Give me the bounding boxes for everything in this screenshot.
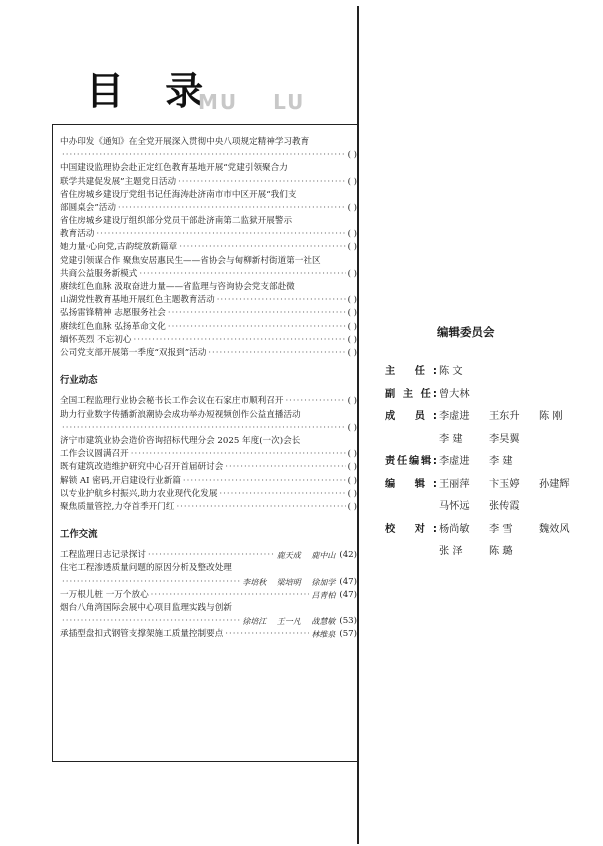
toc-entry-page: ( ): [347, 308, 357, 319]
toc-entry[interactable]: [60, 409, 357, 435]
editorial-member: 李昊翼: [489, 433, 520, 445]
toc-entry-page: ( ): [347, 488, 357, 499]
toc-entry-page: (47): [339, 576, 357, 587]
toc-entry-title: 以专业护航乡村振兴,助力农业现代化发展: [60, 488, 218, 499]
editorial-role: 责任编辑:: [385, 456, 437, 467]
editorial-member: 陈 刚: [539, 411, 563, 422]
toc-entry-title: 公司党支部开展第一季度“双报到”活动: [60, 347, 207, 358]
toc-entry-title: 联学共建促发展”主题党日活动: [60, 176, 177, 187]
toc-entry-author: 吕青柏: [311, 590, 336, 600]
toc-entry[interactable]: [60, 395, 357, 408]
toc-entry-page: ( ): [347, 462, 357, 473]
toc-entry-page: ( ): [347, 295, 357, 306]
toc-entry-title: 济宁市建筑业协会造价咨询招标代理分会 2025 年度(一次)会长: [60, 435, 301, 446]
toc-leader-dots: [148, 549, 275, 562]
toc-leader-dots: [219, 488, 345, 501]
toc-entry-title: 一万根儿桩 一万个放心: [60, 589, 149, 600]
editorial-member: 卞玉婷: [489, 478, 520, 490]
toc-leader-dots: [131, 448, 346, 461]
toc-entry[interactable]: [60, 347, 357, 360]
toc-leader-dots: [96, 228, 345, 241]
toc-entry[interactable]: [60, 321, 357, 334]
editorial-role: 校 对:: [385, 523, 437, 535]
toc-entry[interactable]: [60, 255, 357, 281]
editorial-row: [385, 474, 595, 519]
editorial-row: [385, 406, 595, 451]
toc-entry-title: 承插型盘扣式钢管支撑架施工质量控制要点: [60, 629, 224, 640]
toc-entry-page: ( ): [347, 176, 357, 187]
editorial-names: [439, 361, 595, 384]
toc-leader-dots: [133, 334, 345, 347]
toc-entry-page: ( ): [347, 321, 357, 332]
editorial-member: 李 建: [489, 456, 513, 467]
toc-entry-page: (47): [339, 589, 357, 600]
toc-entry[interactable]: [60, 628, 357, 641]
editorial-names: [439, 384, 595, 407]
editorial-row: [385, 384, 595, 407]
toc-entry-page: (53): [339, 616, 357, 627]
toc-entry[interactable]: [60, 136, 357, 162]
toc-entry[interactable]: [60, 488, 357, 501]
toc-entry-title: 赓续红色血脉 弘扬革命文化: [60, 321, 166, 332]
toc-entry-title: 聚焦质量管控,力夺首季开门红: [60, 501, 175, 512]
toc-entry-page: ( ): [347, 422, 357, 433]
toc-entry-page: ( ): [347, 449, 357, 460]
editorial-board: [385, 361, 595, 564]
toc-section-heading: 行业动态: [60, 375, 98, 387]
toc-entry-title: 教育活动: [60, 229, 95, 240]
editorial-row: [385, 519, 595, 564]
toc-leader-dots: [208, 347, 345, 360]
toc-leader-dots: [176, 501, 345, 514]
toc-leader-dots: [168, 307, 346, 320]
toc-entry-page: (57): [339, 629, 357, 640]
toc-entry[interactable]: [60, 281, 357, 307]
toc-leader-dots: [178, 176, 345, 189]
toc-leader-dots: [62, 615, 240, 628]
editorial-member: 张传霞: [489, 501, 520, 512]
toc-entry-title: 党建引领谋合作 聚焦安居惠民生——省协会与甸柳新村街道第一社区: [60, 255, 321, 266]
toc-entry-page: (42): [339, 550, 357, 561]
toc-entry-page: ( ): [347, 501, 357, 512]
editorial-member: 孙建辉: [539, 478, 570, 490]
toc-entry-title: 省住房城乡建设厅组织部分党员干部赴济南第二监狱开展警示: [60, 216, 293, 227]
toc-leader-dots: [179, 242, 345, 255]
toc-entry-author: 徐培江 王一凡 战慧敏: [242, 617, 336, 627]
editorial-role: 副 主 任:: [385, 388, 437, 400]
toc-entry-page: ( ): [347, 150, 357, 161]
toc-entry-title: 全国工程监理行业协会秘书长工作会议在石家庄市顺利召开: [60, 396, 284, 407]
toc-leader-dots: [225, 461, 345, 474]
toc-entry-page: ( ): [347, 242, 357, 253]
editorial-title: 编辑委员会: [437, 325, 495, 339]
toc-entry-page: ( ): [347, 268, 357, 279]
page-title: 目 录: [86, 69, 218, 113]
toc-entry[interactable]: [60, 189, 357, 215]
toc-entry-author: 鹿天成 鹿中山: [276, 551, 336, 561]
toc-entry[interactable]: [60, 475, 357, 488]
toc-entry[interactable]: [60, 215, 357, 241]
toc-leader-dots: [183, 475, 346, 488]
editorial-member: 李 雪: [489, 523, 513, 535]
editorial-names: [439, 519, 595, 564]
editorial-member: 王丽萍: [439, 478, 470, 490]
page-title-pinyin: MU LU: [198, 90, 306, 114]
toc-entry-title: 解锁 AI 密码,开启建设行业新篇: [60, 475, 181, 486]
editorial-row: [385, 451, 595, 474]
toc-leader-dots: [62, 422, 346, 435]
toc-entry-title: 缅怀英烈 不忘初心: [60, 334, 132, 345]
toc-entry[interactable]: [60, 162, 357, 188]
editorial-role: 成 员:: [385, 411, 437, 422]
toc-entry-title: 中办印发《通知》在全党开展深入贯彻中央八项规定精神学习教育: [60, 136, 310, 147]
toc-entry[interactable]: [60, 501, 357, 514]
toc-section-heading: 工作交流: [60, 529, 98, 541]
toc-leader-dots: [285, 395, 345, 408]
editorial-names: [439, 406, 595, 451]
editorial-member: 王东升: [489, 411, 520, 422]
toc-leader-dots: [151, 589, 310, 602]
editorial-member: 杨尚敏: [439, 523, 470, 535]
editorial-names: [439, 451, 595, 474]
toc-entry[interactable]: [60, 307, 357, 320]
editorial-member: 马怀远: [439, 501, 470, 512]
toc-entry-title: 住宅工程渗透质量问题的原因分析及整改处理: [60, 563, 232, 574]
toc-leader-dots: [225, 628, 309, 641]
toc-entry-author: 林维泉: [311, 630, 336, 640]
toc-entry-title: 工作会议圆满召开: [60, 449, 129, 460]
toc-entry-title: 共商公益服务新模式: [60, 268, 138, 279]
toc-entry[interactable]: [60, 435, 357, 461]
toc-leader-dots: [62, 149, 346, 162]
toc-entry-page: ( ): [347, 202, 357, 213]
toc-entry-page: ( ): [347, 334, 357, 345]
editorial-member: 曾大林: [439, 388, 470, 400]
toc-entry-page: ( ): [347, 347, 357, 358]
toc-entry[interactable]: [60, 334, 357, 347]
editorial-member: 陈 璐: [489, 546, 513, 557]
toc-entry-title: 赓续红色血脉 汲取奋进力量——省监理与咨询协会党支部赴微: [60, 282, 295, 293]
toc-entry-title: 省住房城乡建设厅党组书记任海涛赴济南市市中区开展“我们支: [60, 189, 297, 200]
editorial-member: 李 建: [439, 433, 463, 445]
editorial-member: 张 泽: [439, 546, 463, 557]
editorial-member: 李虚进: [439, 411, 470, 422]
toc-entry-title: 山湖党性教育基地开展红色主题教育活动: [60, 295, 215, 306]
toc-entry-title: 既有建筑改造维护研究中心召开首届研讨会: [60, 462, 224, 473]
editorial-member: 魏效风: [539, 523, 570, 535]
toc-leader-dots: [62, 576, 240, 589]
editorial-member: 陈 文: [439, 366, 463, 377]
toc-leader-dots: [118, 202, 346, 215]
toc-entry-title: 她力量·心向党,古韵绽放新篇章: [60, 242, 178, 253]
toc-entry[interactable]: [60, 461, 357, 474]
toc-entry-page: ( ): [347, 229, 357, 240]
toc-entry-title: 工程监理日志记录探讨: [60, 550, 146, 561]
editorial-row: [385, 361, 595, 384]
toc-entry-page: ( ): [347, 396, 357, 407]
toc-entry[interactable]: [60, 242, 357, 255]
toc-entry-title: 部圆桌会”活动: [60, 202, 116, 213]
toc-entry-page: ( ): [347, 475, 357, 486]
toc-entry-author: 李培秋 梁培明 徐加学: [242, 577, 336, 587]
toc-entry-title: 弘扬雷锋精神 志愿服务社会: [60, 308, 166, 319]
table-of-contents: [60, 136, 357, 642]
toc-entry-title: 助力行业数字传播新浪潮协会成功举办短视频创作公益直播活动: [60, 409, 301, 420]
editorial-member: 李虚进: [439, 456, 470, 467]
toc-entry[interactable]: [60, 549, 357, 562]
editorial-role: 主 任:: [385, 366, 437, 377]
editorial-names: [439, 474, 595, 519]
toc-entry[interactable]: [60, 589, 357, 602]
editorial-role: 编 辑:: [385, 478, 437, 490]
toc-leader-dots: [217, 294, 346, 307]
toc-entry[interactable]: [60, 602, 357, 628]
toc-leader-dots: [139, 268, 345, 281]
toc-entry-title: 中国建设监理协会赴正定红色教育基地开展“党建引领聚合力: [60, 163, 288, 174]
toc-leader-dots: [168, 321, 346, 334]
toc-entry-title: 烟台八角湾国际会展中心项目监理实践与创新: [60, 603, 232, 614]
toc-entry[interactable]: [60, 562, 357, 588]
